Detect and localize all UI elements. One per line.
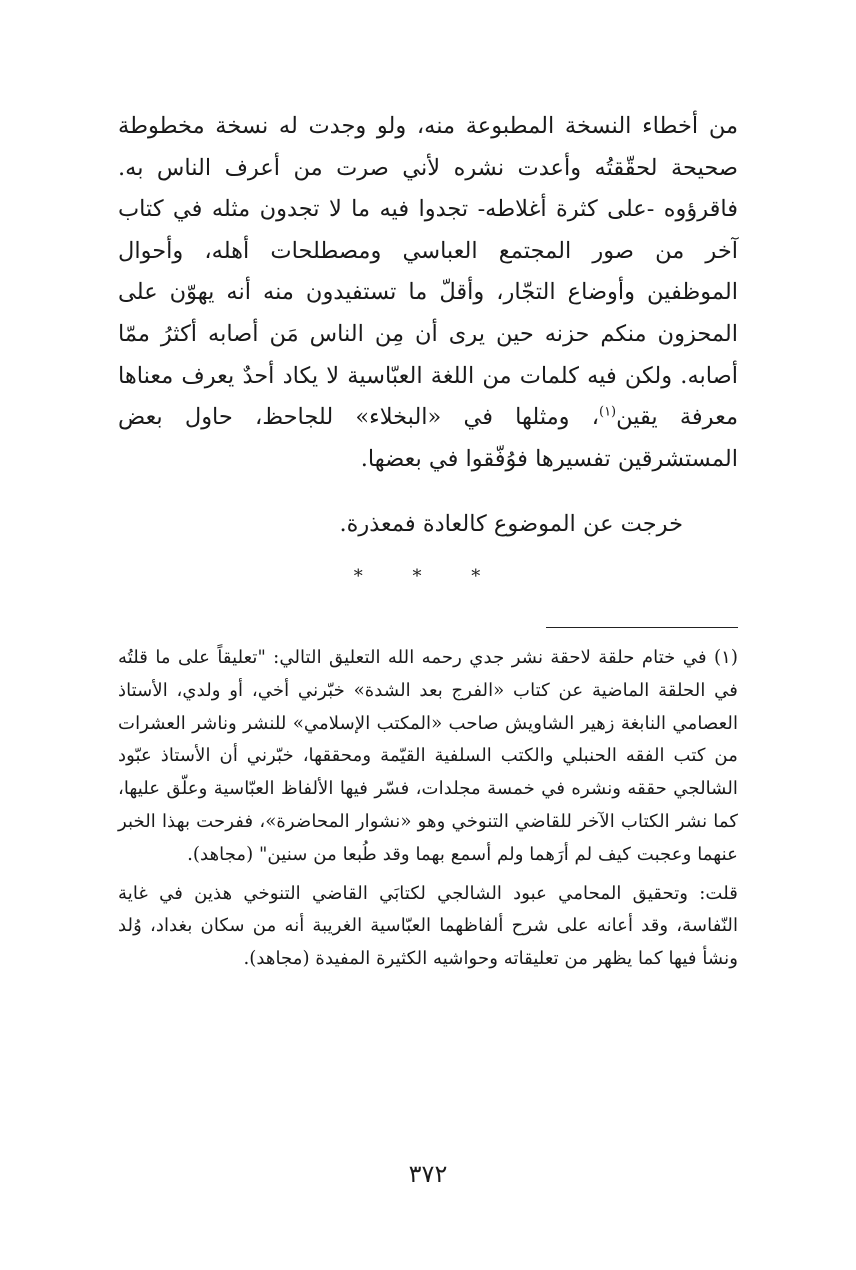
footnote-reference: (١) — [598, 404, 617, 420]
closing-sentence: خرجت عن الموضوع كالعادة فمعذرة. — [339, 511, 683, 537]
section-separator: * * * — [353, 566, 503, 587]
body-text-part1: من أخطاء النسخة المطبوعة منه، ولو وجدت له نسخة مخطوطة صحيحة لحقّقتُه وأعدت نشره لأني صرت من أعرف الناس به. فاقرؤوه -على كثرة أغلاطه- تجدوا فيه ما لا تجدون مثله في كتاب آخر من صور المجتمع العباسي ومصطلحات أهله، وأحوال الموظفين وأوضاع التجّار، وأقلّ ما تستفيدون منه أنه يهوّن على المحزون منكم حزنه حين يرى أن مِن الناس مَن أصابه أكثرُ ممّا أصابه. ولكن فيه كلمات من اللغة العبّاسية لا يكاد أحدٌ يعرف معناها معرفة يقين — [118, 113, 738, 431]
body-paragraph — [118, 106, 738, 480]
body-text-part2: ، ومثلها في «البخلاء» للجاحظ، حاول بعض المستشرقين تفسيرها فوُفّقوا في بعضها. — [118, 404, 738, 472]
footnote-1: (١) في ختام حلقة لاحقة نشر جدي رحمه الله التعليق التالي: "تعليقاً على ما قلتُه في الحلقة الماضية عن كتاب «الفرج بعد الشدة» خبّرني أخي، أو ولدي، الأستاذ العصامي النابغة زهير الشاويش صاحب «المكتب الإسلامي» للنشر وناشر العشرات من كتب الفقه الحنبلي والكتب السلفية القيّمة ومحققها، خبّرني أن الأستاذ عبّود الشالجي حققه ونشره في خمسة مجلدات، فسّر فيها الألفاظ العبّاسية وعلّق عليها، كما نشر الكتاب الآخر للقاضي التنوخي وهو «نشوار المحاضرة»، ففرحت بهذا الخبر عنهما وعجبت كيف لم أرَهما ولم أسمع بهما وقد طُبعا من سنين" (مجاهد). — [118, 647, 738, 865]
page-number: ٣٧٢ — [408, 1160, 448, 1188]
footnote-editor-note: قلت: وتحقيق المحامي عبود الشالجي لكتابَي القاضي التنوخي هذين في غاية النّفاسة، وقد أعانه على شرح ألفاظهما العبّاسية الغريبة أنه من سكان بغداد، وُلد ونشأ فيها كما يظهر من تعليقاته وحواشيه الكثيرة المفيدة (مجاهد). — [118, 882, 738, 970]
main-paragraph — [118, 106, 738, 480]
footnotes-section — [118, 642, 738, 976]
footnote-divider — [546, 627, 738, 628]
